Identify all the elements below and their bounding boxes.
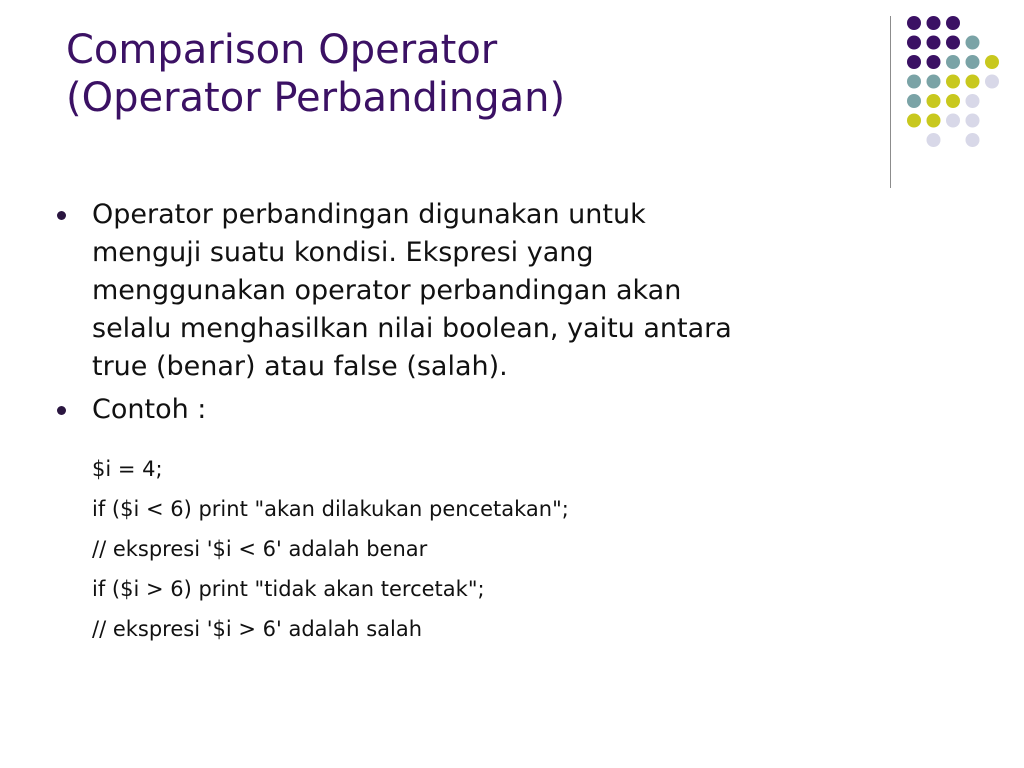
slide-title-line: (Operator Perbandingan)	[66, 75, 566, 121]
decorative-dot	[946, 75, 960, 89]
decorative-dot	[907, 16, 921, 30]
slide-title-line: Comparison Operator	[66, 27, 498, 73]
decorative-dot	[907, 114, 921, 128]
decorative-dot	[966, 75, 980, 89]
decorative-dot	[927, 94, 941, 108]
bullet-list	[52, 196, 952, 434]
code-example	[92, 449, 569, 649]
decorative-dot	[927, 16, 941, 30]
decorative-dot	[927, 75, 941, 89]
decorative-dot	[946, 94, 960, 108]
bullet-text-line: menguji suatu kondisi. Ekspresi yang	[92, 237, 594, 268]
bullet-dot-icon	[57, 406, 66, 415]
decorative-dot	[927, 55, 941, 69]
code-line: $i = 4;	[92, 457, 163, 481]
bullet-item	[52, 196, 952, 386]
decorative-dot	[927, 114, 941, 128]
decorative-dot	[966, 36, 980, 50]
decorative-dot	[966, 55, 980, 69]
decorative-dot	[946, 36, 960, 50]
decorative-dot	[927, 133, 941, 147]
code-line: if ($i < 6) print "akan dilakukan pencetakan";	[92, 497, 569, 521]
decorative-dot	[907, 75, 921, 89]
slide-title	[66, 26, 565, 122]
decorative-dot	[907, 36, 921, 50]
bullet-text-line: Contoh :	[92, 394, 207, 425]
decorative-dot	[985, 55, 999, 69]
decorative-dot	[946, 114, 960, 128]
code-line: // ekspresi '$i > 6' adalah salah	[92, 617, 423, 641]
decorative-dot	[907, 94, 921, 108]
bullet-text-line: menggunakan operator perbandingan akan	[92, 275, 682, 306]
bullet-text-line: Operator perbandingan digunakan untuk	[92, 199, 646, 230]
title-divider	[890, 16, 891, 188]
bullet-item	[52, 391, 952, 429]
decorative-dot	[946, 16, 960, 30]
bullet-text-line: true (benar) atau false (salah).	[92, 351, 508, 382]
decorative-dot	[985, 75, 999, 89]
decorative-dot	[966, 133, 980, 147]
bullet-text-line: selalu menghasilkan nilai boolean, yaitu antara	[92, 313, 732, 344]
bullet-dot-icon	[57, 211, 66, 220]
decorative-dot	[907, 55, 921, 69]
decorative-dot	[927, 36, 941, 50]
code-line: if ($i > 6) print "tidak akan tercetak";	[92, 577, 485, 601]
decorative-dot	[966, 94, 980, 108]
decorative-dot	[966, 114, 980, 128]
code-line: // ekspresi '$i < 6' adalah benar	[92, 537, 428, 561]
decorative-dot	[946, 55, 960, 69]
